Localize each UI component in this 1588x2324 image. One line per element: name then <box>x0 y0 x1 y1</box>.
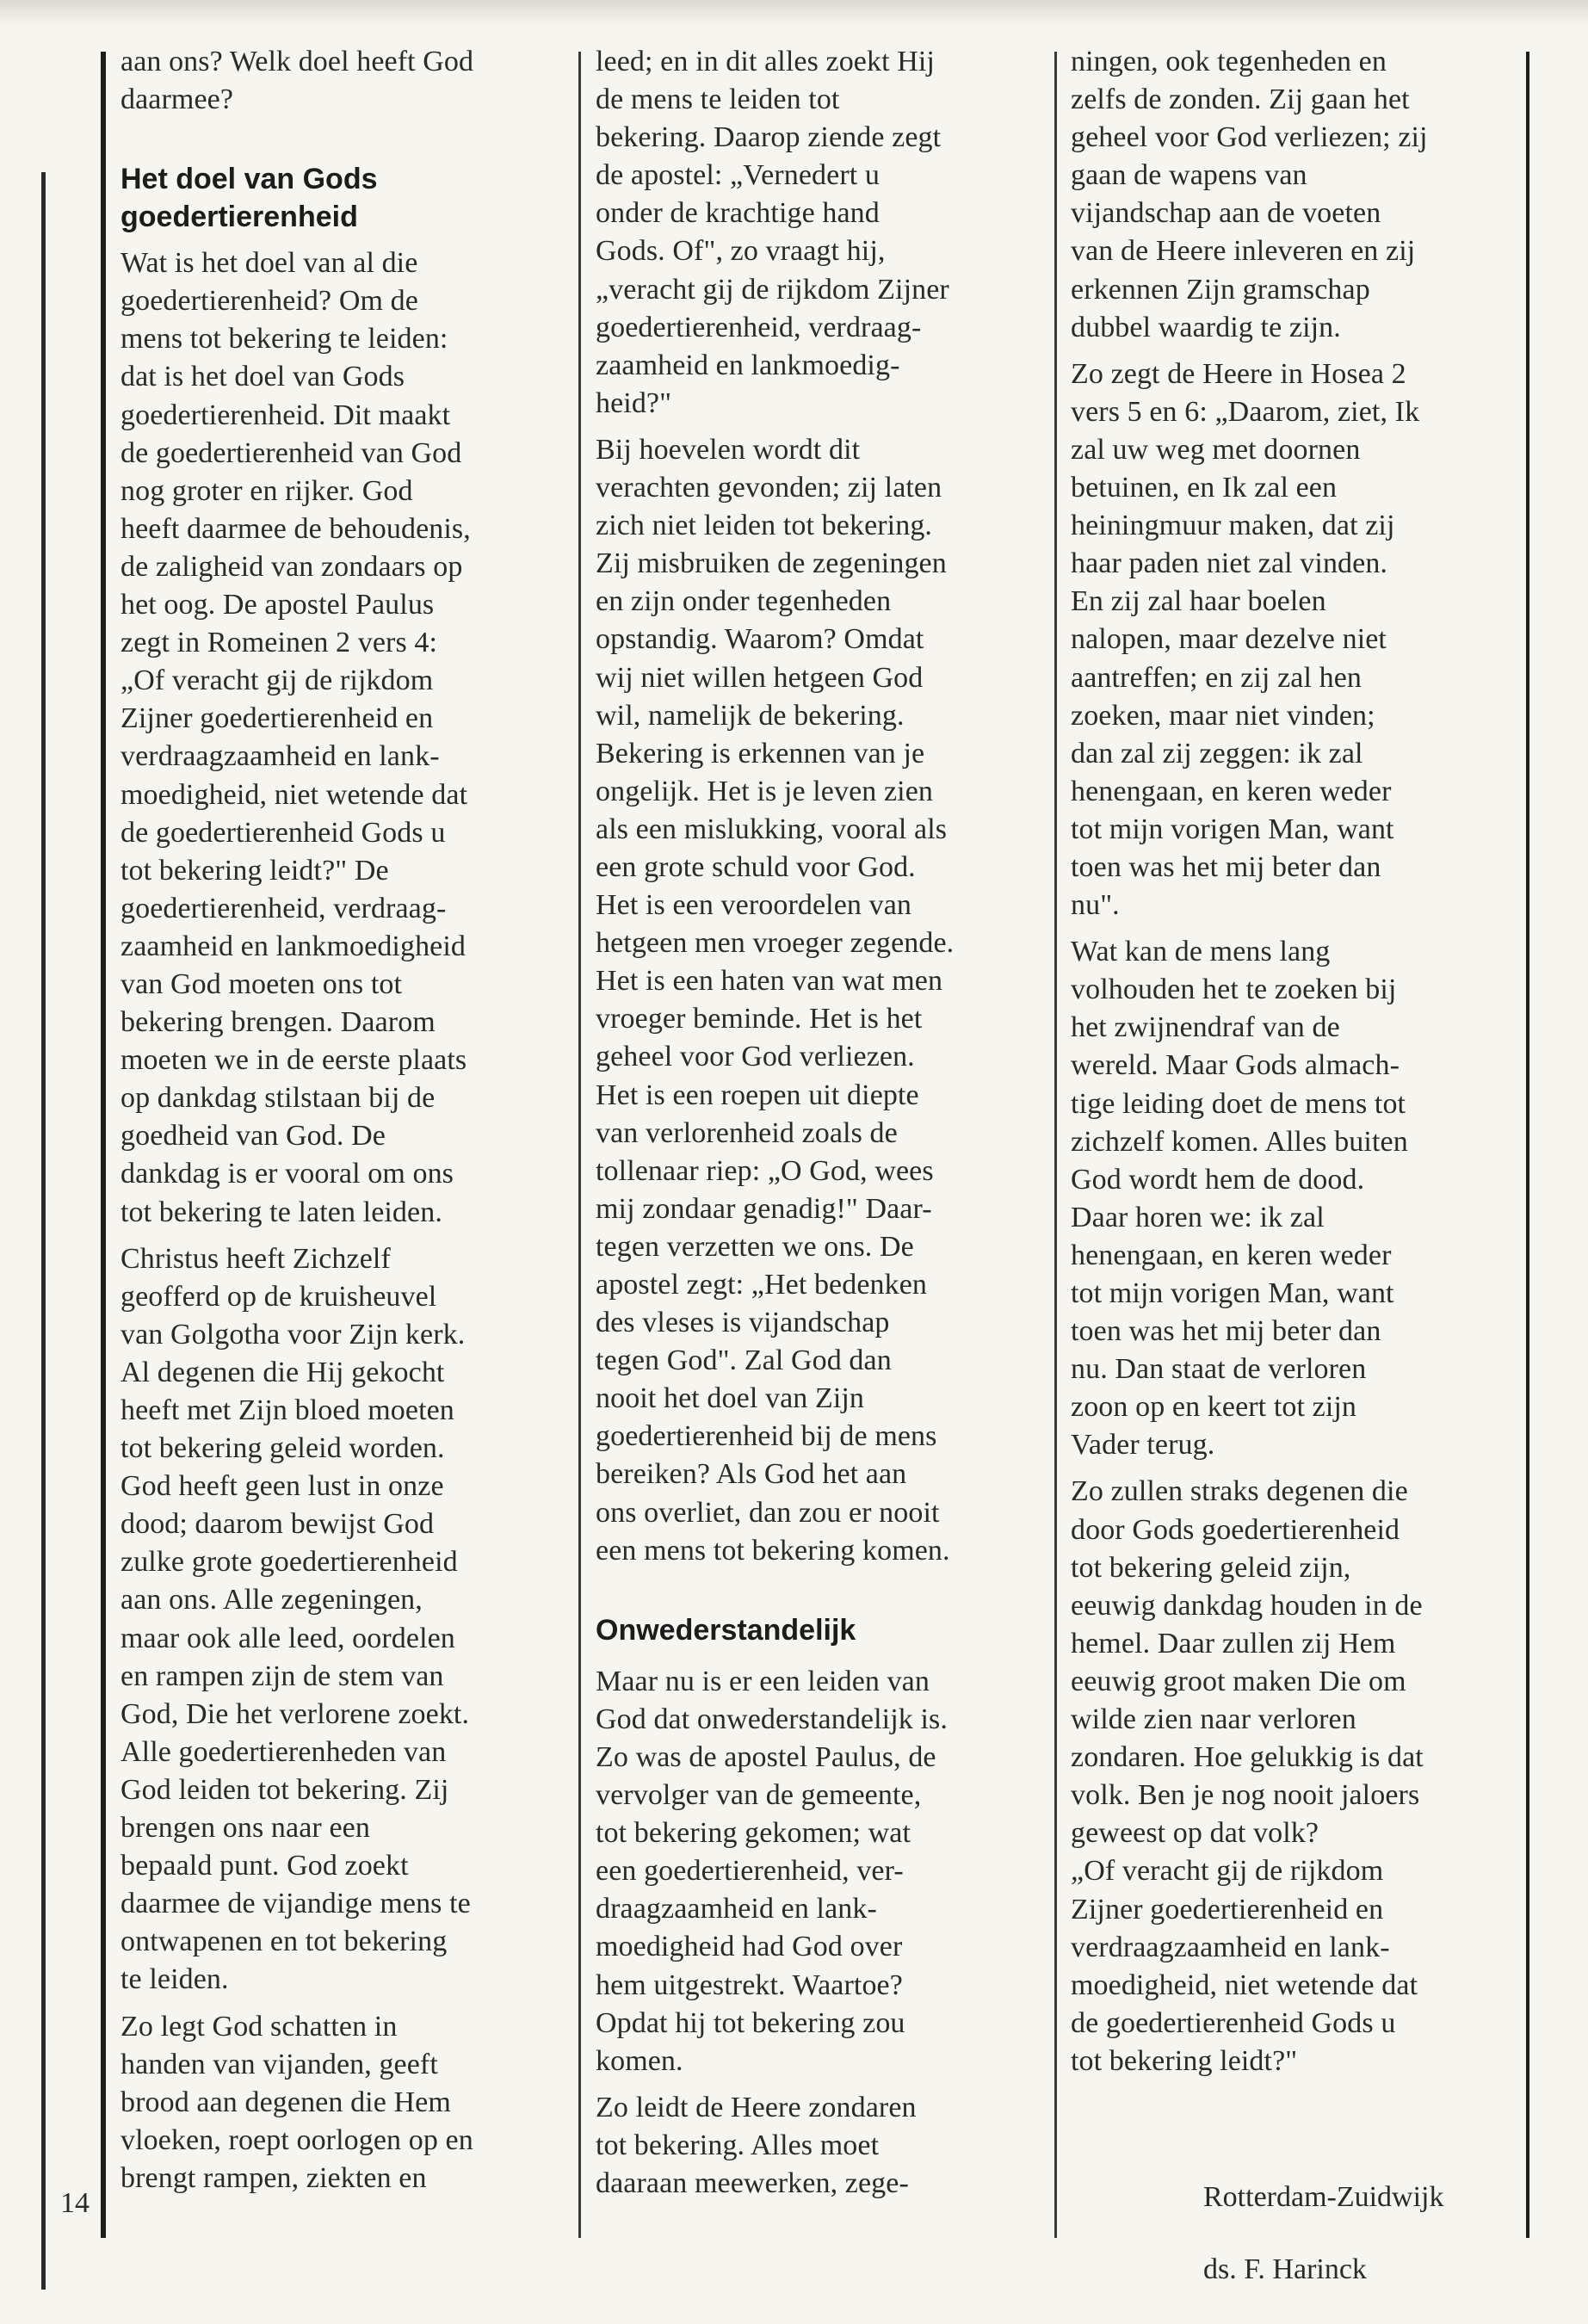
col3-paragraph-0: ningen, ook tegenheden en zelfs de zonden. Zij gaan het geheel voor God verliezen; zij gaan de wapens van vijandschap aan de voeten van de Heere inleveren en zij erkennen Zijn gramschap dubbel waardig te zijn. <box>1071 46 1428 343</box>
col1-paragraph-1: Wat is het doel van al die goedertierenheid? Om de mens tot bekering te leiden: dat is het doel van Gods goedertierenheid. Dit maakt de goedertierenheid van God nog groter en rijker. God heeft daarmee de behoudenis, de zaligheid van zondaars op het oog. De apostel Paulus zegt in Romeinen 2 vers 4: „Of veracht gij de rijkdom Zijner goedertierenheid en verdraagzaamheid en lank- moedigheid, niet wetende dat de goedertierenheid Gods u tot bekering leidt?" De goedertierenheid, verdraag- zaamheid en lankmoedigheid van God moeten ons tot bekering brengen. Daarom moeten we in de eerste plaats op dankdag stilstaan bij de goedheid van God. De dankdag is er vooral om ons tot bekering te laten leiden. <box>120 247 471 1228</box>
author-signature <box>1203 2143 1513 2324</box>
column-2 <box>596 43 1043 2211</box>
col3-paragraph-3: Zo zullen straks degenen die door Gods goedertierenheid tot bekering geleid zijn, eeuwig dankdag houden in de hemel. Daar zullen zij Hem eeuwig groot maken Die om wilde zien naar verloren zondaren. Hoe gelukkig is dat volk. Ben je nog nooit jaloers geweest op dat volk? „Of veracht gij de rijkdom Zijner goedertierenheid en verdraagzaamheid en lank- moedigheid, niet wetende dat de goedertierenheid Gods u tot bekering leidt?" <box>1071 1475 1424 2077</box>
col2-paragraph-0: leed; en in dit alles zoekt Hij de mens te leiden tot bekering. Daarop ziende zegt de apostel: „Vernedert u onder de krachtige hand Gods. Of", zo vraagt hij, „veracht gij de rijkdom Zijner goedertierenheid, verdraag- zaamheid en lankmoedig- heid?" <box>596 46 949 419</box>
page-top-shade <box>0 0 1588 26</box>
column-divider-2 <box>1054 52 1057 2238</box>
section-heading-doel: Het doel van Gods goedertierenheid <box>120 163 378 234</box>
left-margin-rule <box>101 52 106 2238</box>
column-3 <box>1071 43 1518 2089</box>
col1-paragraph-2: Christus heeft Zichzelf geofferd op de kruisheuvel van Golgotha voor Zijn kerk. Al degenen die Hij gekocht heeft met Zijn bloed moeten tot bekering geleid worden. God heeft geen lust in onze dood; daarom bewijst God zulke grote goedertierenheid aan ons. Alle zegeningen, maar ook alle leed, oordelen en rampen zijn de stem van God, Die het verlorene zoekt. Alle goedertierenheden van God leiden tot bekering. Zij brengen ons naar een bepaald punt. God zoekt daarmee de vijandige mens te ontwapenen en tot bekering te leiden. <box>120 1242 471 1996</box>
col2-paragraph-3: Zo leidt de Heere zondaren tot bekering. Alles moet daaraan meewerken, zege- <box>596 2091 917 2199</box>
column-1 <box>120 43 568 2206</box>
signature-place: Rotterdam-Zuidwijk <box>1203 2181 1444 2213</box>
col3-paragraph-1: Zo zegt de Heere in Hosea 2 vers 5 en 6: „Daarom, ziet, Ik zal uw weg met doornen betuinen, en Ik zal een heiningmuur maken, dat zij haar paden niet zal vinden. En zij zal haar boelen nalopen, maar dezelve niet aantreffen; en zij zal hen zoeken, maar niet vinden; dan zal zij zeggen: ik zal henengaan, en keren weder tot mijn vorigen Man, want toen was het mij beter dan nu". <box>1071 357 1420 922</box>
page-number: 14 <box>60 2187 90 2219</box>
col3-paragraph-2: Wat kan de mens lang volhouden het te zoeken bij het zwijnendraf van de wereld. Maar Gods almach- tige leiding doet de mens tot zichzelf komen. Alles buiten God wordt hem de dood. Daar horen we: ik zal henengaan, en keren weder tot mijn vorigen Man, want toen was het mij beter dan nu. Dan staat de verloren zoon op en keert tot zijn Vader terug. <box>1071 936 1408 1462</box>
right-margin-rule <box>1526 52 1529 2238</box>
col2-paragraph-2: Maar nu is er een leiden van God dat onwederstandelijk is. Zo was de apostel Paulus, de vervolger van de gemeente, tot bekering gekomen; wat een goedertierenheid, ver- draagzaamheid en lank- moedigheid had God over hem uitgestrekt. Waartoe? Opdat hij tot bekering zou komen. <box>596 1665 948 2077</box>
col1-paragraph-3: Zo legt God schatten in handen van vijanden, geeft brood aan degenen die Hem vloeken, roept oorlogen op en brengt rampen, ziekten en <box>120 2010 473 2194</box>
signature-author: ds. F. Harinck <box>1203 2253 1367 2285</box>
col2-paragraph-1: Bij hoevelen wordt dit verachten gevonden; zij laten zich niet leiden tot bekering. Zij misbruiken de zegeningen en zijn onder tegenheden opstandig. Waarom? Omdat wij niet willen hetgeen God wil, namelijk de bekering. Bekering is erkennen van je ongelijk. Het is je leven zien als een mislukking, vooral als een grote schuld voor God. Het is een veroordelen van hetgeen men vroeger zegende. Het is een haten van wat men vroeger beminde. Het is het geheel voor God verliezen. Het is een roepen uit diepte van verlorenheid zoals de tollenaar riep: „O God, wees mij zondaar genadig!" Daar- tegen verzetten we ons. De apostel zegt: „Het bedenken des vleses is vijandschap tegen God". Zal God dan nooit het doel van Zijn goedertierenheid bij de mens bereiken? Als God het aan ons overliet, dan zou er nooit een mens tot bekering komen. <box>596 433 955 1567</box>
column-divider-1 <box>578 52 581 2238</box>
section-heading-onwederstandelijk: Onwederstandelijk <box>596 1613 856 1647</box>
col1-paragraph-0: aan ons? Welk doel heeft God daarmee? <box>120 46 474 116</box>
scan-edge-line <box>41 172 46 2290</box>
